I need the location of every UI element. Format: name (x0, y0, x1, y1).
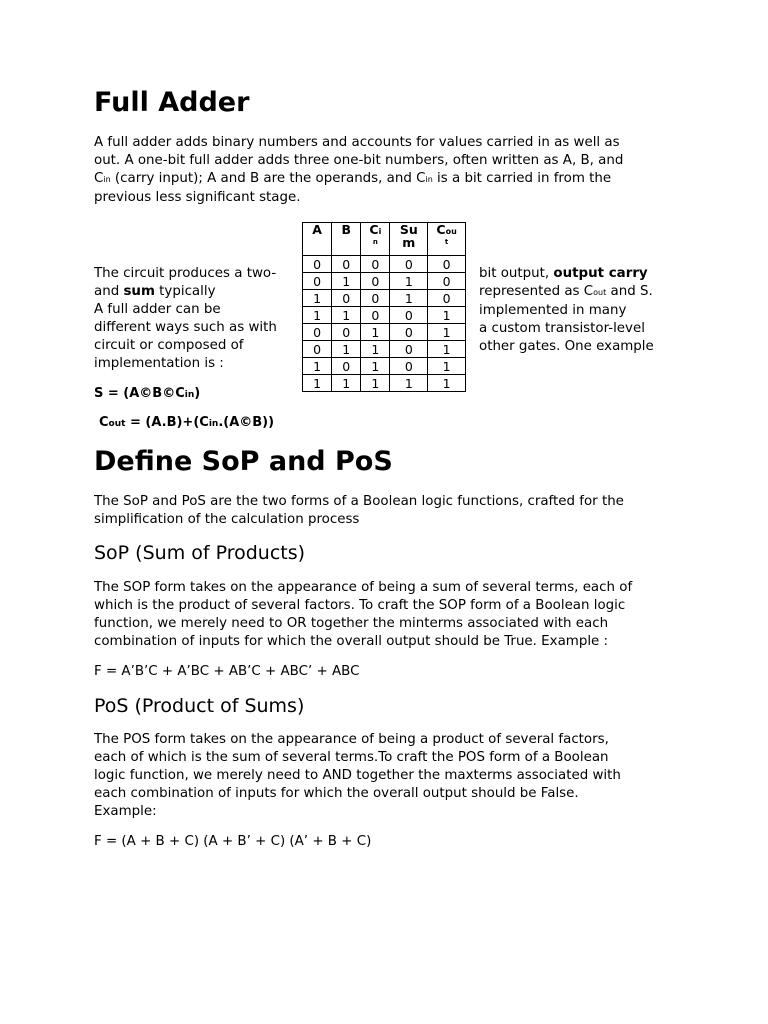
truth-table-cell: 1 (303, 307, 332, 324)
truth-table-row (303, 256, 466, 273)
truth-table-cell: 0 (332, 358, 361, 375)
truth-table-row (303, 341, 466, 358)
pos-line: Example: (94, 804, 157, 819)
c-letter: C (416, 171, 426, 186)
intro-text: (carry input); A and B are the operands, and (110, 171, 417, 186)
intro-line: previous less significant stage. (94, 190, 301, 205)
left-line: circuit or composed of (94, 338, 244, 353)
truth-table-cell: 1 (428, 307, 466, 324)
truth-table-cell: 1 (332, 273, 361, 290)
intro-line (94, 170, 623, 189)
truth-table-cell: 1 (303, 290, 332, 307)
truth-table-cell: 0 (390, 324, 428, 341)
page-title: Full Adder (94, 87, 250, 118)
output-carry-bold: output carry (553, 266, 648, 281)
truth-table-row (303, 307, 466, 324)
truth-table-row (303, 324, 466, 341)
right-line: other gates. One example (479, 339, 654, 354)
sop-heading: SoP (Sum of Products) (94, 542, 306, 564)
pos-line: each combination of inputs for which the overall output should be False. (94, 786, 579, 801)
sop-line: The SOP form takes on the appearance of being a sum of several terms, each of (94, 580, 633, 595)
text: represented as C (479, 284, 594, 299)
c-subscript: in (425, 175, 433, 184)
right-column-text (479, 265, 654, 356)
truth-table-cell: 0 (303, 324, 332, 341)
right-line: a custom transistor-level (479, 321, 645, 336)
truth-table-cell: 1 (390, 273, 428, 290)
intro-line: The SoP and PoS are the two forms of a Boolean logic functions, crafted for the (94, 494, 624, 509)
text: bit output, (479, 266, 554, 281)
truth-table-cell: 0 (390, 307, 428, 324)
truth-table-cell: 1 (332, 375, 361, 392)
sop-line: combination of inputs for which the overall output should be True. Example : (94, 634, 609, 649)
sum-bold: sum (123, 284, 155, 299)
truth-table-cell: 0 (428, 290, 466, 307)
header-a: A (303, 223, 332, 256)
truth-table-cell: 0 (303, 341, 332, 358)
pos-paragraph (94, 731, 621, 821)
truth-table-cell: 0 (361, 290, 390, 307)
header-cin: Ci n (361, 223, 390, 256)
intro-text: is a bit carried in from the (432, 171, 612, 186)
formula-text: = (A.B)+(C (125, 415, 209, 430)
left-line (94, 283, 277, 301)
left-column-text (94, 265, 277, 373)
truth-table-cell: 0 (361, 256, 390, 273)
right-line (479, 283, 654, 302)
formula-subscript: in (208, 419, 219, 429)
left-line: different ways such as with (94, 320, 277, 335)
full-adder-intro (94, 134, 623, 207)
formula-text: C (99, 415, 109, 430)
truth-table-cell: 1 (303, 375, 332, 392)
truth-table-cell: 0 (361, 273, 390, 290)
truth-table-cell: 0 (332, 256, 361, 273)
truth-table-cell: 1 (361, 324, 390, 341)
truth-table-cell: 1 (361, 375, 390, 392)
truth-table-row (303, 375, 466, 392)
truth-table-cell: 1 (428, 341, 466, 358)
left-line: implementation is : (94, 356, 224, 371)
formula-subscript: in (184, 390, 195, 400)
sop-pos-intro (94, 493, 624, 529)
truth-table-cell: 0 (361, 307, 390, 324)
truth-table-cell: 1 (332, 307, 361, 324)
subscript: out (593, 288, 607, 297)
truth-table-cell: 1 (332, 341, 361, 358)
truth-table-cell: 0 (390, 341, 428, 358)
formula-subscript: out (108, 419, 126, 429)
text: and S. (606, 284, 653, 299)
formula-text: ) (194, 386, 201, 401)
text: and (94, 284, 124, 299)
truth-table-cell: 1 (428, 375, 466, 392)
header-b: B (332, 223, 361, 256)
truth-table-header (303, 223, 466, 256)
intro-line: simplification of the calculation process (94, 512, 360, 527)
text: typically (154, 284, 216, 299)
truth-table-cell: 0 (390, 256, 428, 273)
formula-cout (99, 415, 274, 430)
truth-table-cell: 1 (428, 324, 466, 341)
pos-heading: PoS (Product of Sums) (94, 695, 305, 717)
truth-table-row (303, 290, 466, 307)
left-line: A full adder can be (94, 302, 221, 317)
intro-line: A full adder adds binary numbers and accounts for values carried in as well as (94, 135, 620, 150)
formula-sum (94, 386, 200, 401)
header-cout: Cou t (428, 223, 466, 256)
intro-line: out. A one-bit full adder adds three one-bit numbers, often written as A, B, and (94, 153, 624, 168)
truth-table-cell: 1 (361, 358, 390, 375)
pos-line: logic function, we merely need to AND together the maxterms associated with (94, 768, 621, 783)
c-subscript: in (103, 175, 111, 184)
truth-table-cell: 0 (332, 324, 361, 341)
formula-text: .(A©B)) (218, 415, 275, 430)
truth-table-cell: 0 (428, 273, 466, 290)
left-line: The circuit produces a two- (94, 266, 277, 281)
pos-example: F = (A + B + C) (A + B’ + C) (A’ + B + C) (94, 834, 372, 849)
truth-table-cell: 0 (303, 273, 332, 290)
sop-line: function, we merely need to OR together the minterms associated with each (94, 616, 609, 631)
truth-table-cell: 1 (361, 341, 390, 358)
sop-example: F = A’B’C + A’BC + AB’C + ABC’ + ABC (94, 664, 360, 679)
truth-table-cell: 0 (303, 256, 332, 273)
truth-table-row (303, 273, 466, 290)
truth-table-cell: 1 (428, 358, 466, 375)
pos-line: each of which is the sum of several terms.To craft the POS form of a Boolean (94, 750, 609, 765)
right-line (479, 265, 654, 283)
truth-table-cell: 0 (428, 256, 466, 273)
section-title: Define SoP and PoS (94, 446, 393, 477)
truth-table-cell: 0 (332, 290, 361, 307)
truth-table-cell: 1 (390, 375, 428, 392)
header-sum: Su m (390, 223, 428, 256)
right-line: implemented in many (479, 303, 627, 318)
truth-table-body (303, 256, 466, 392)
truth-table-cell: 1 (390, 290, 428, 307)
pos-line: The POS form takes on the appearance of being a product of several factors, (94, 732, 609, 747)
truth-table-cell: 1 (303, 358, 332, 375)
sop-line: which is the product of several factors. To craft the SOP form of a Boolean logic (94, 598, 626, 613)
sop-paragraph (94, 579, 632, 651)
truth-table-row (303, 358, 466, 375)
truth-table-cell: 0 (390, 358, 428, 375)
formula-text: S = (A©B©C (94, 386, 185, 401)
c-letter: C (94, 171, 104, 186)
truth-table (302, 222, 466, 392)
